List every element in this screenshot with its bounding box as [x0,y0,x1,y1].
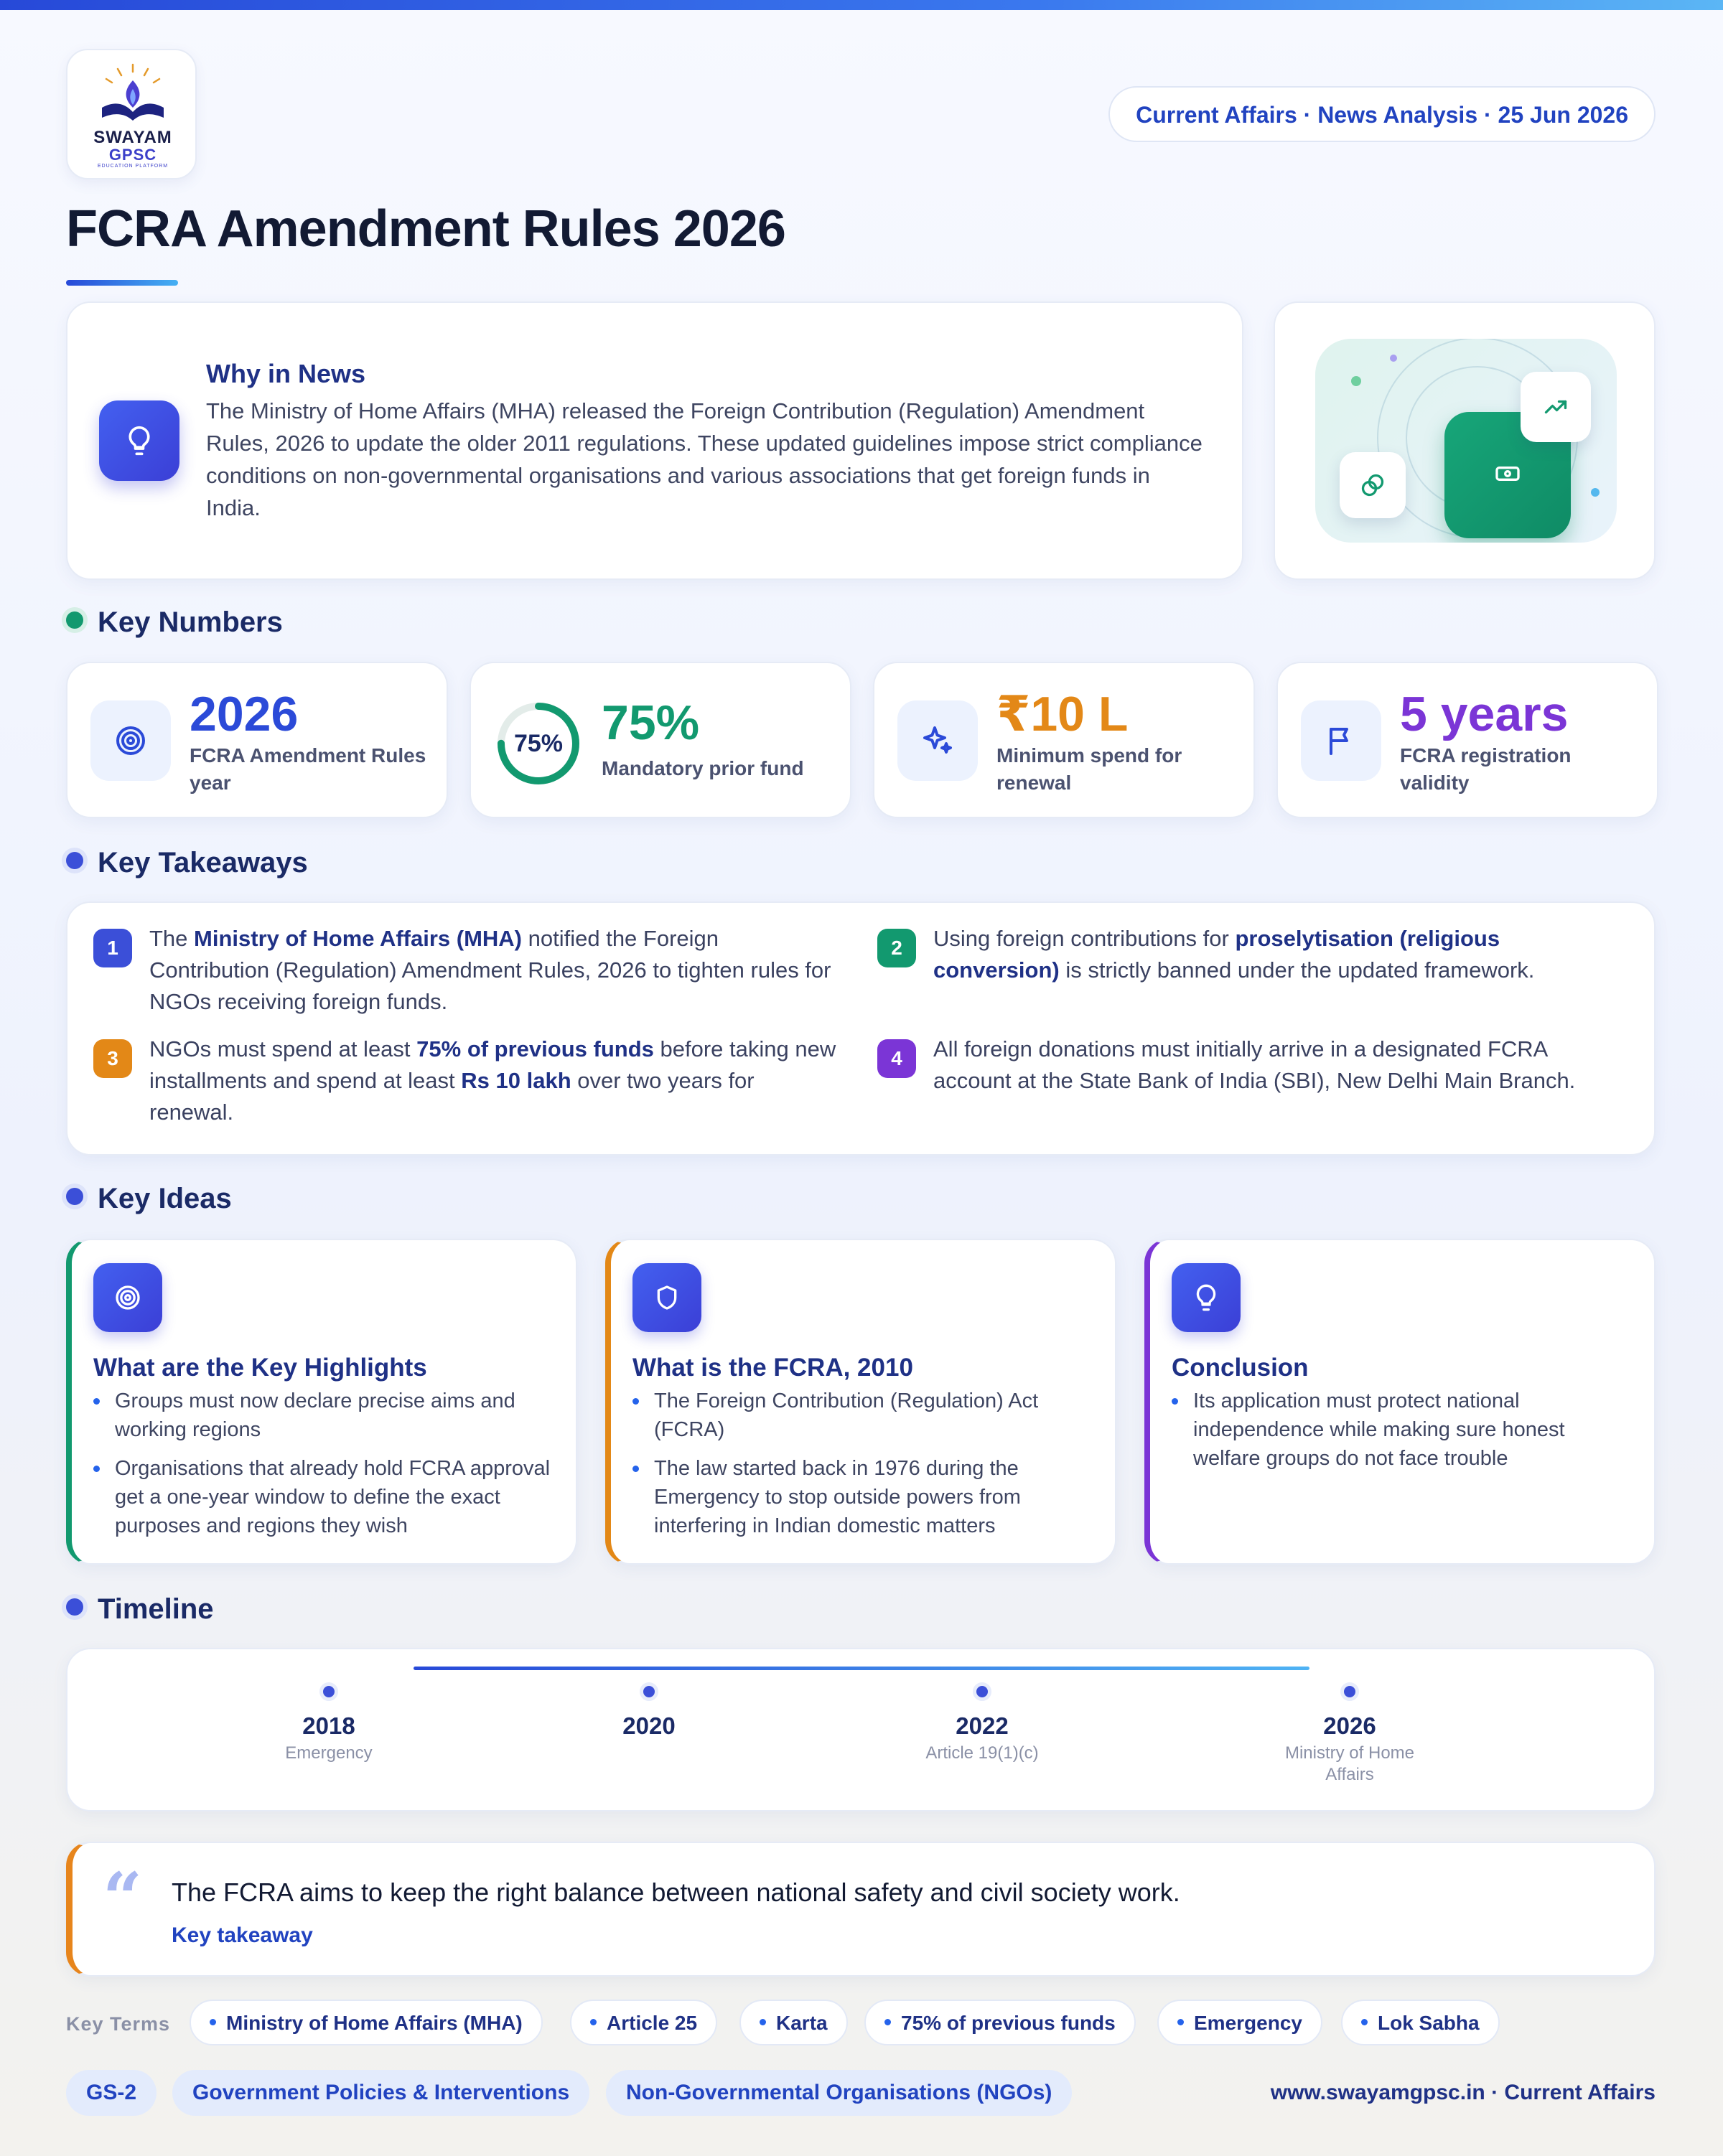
key-term-chip[interactable] [1157,2000,1322,2045]
section-bullet [66,852,83,869]
timeline-point [889,1682,1075,1764]
timeline-track [414,1667,1309,1670]
section-title: Timeline [98,1593,214,1625]
key-terms-label: Key Terms [66,2013,171,2035]
idea-point: Groups must now declare precise aims and working regions [93,1387,553,1444]
idea-points [1172,1387,1631,1483]
takeaway-text: The [149,926,195,951]
why-in-news-card [66,301,1243,580]
takeaway-item [149,1034,839,1128]
stat-value: 75% [602,695,700,750]
illustration-card [1274,301,1656,580]
section-heading-key-ideas [66,1183,232,1215]
shield-icon [632,1263,701,1332]
lightbulb-icon [99,400,179,481]
tag-ngos[interactable]: Non-Governmental Organisations (NGOs) [606,2070,1072,2116]
chip-label: Emergency [1194,2012,1302,2034]
stat-caption: Minimum spend for renewal [996,744,1182,794]
takeaway-highlight: Rs 10 lakh [461,1068,571,1093]
section-bullet [66,611,83,629]
chip-dot [210,2019,216,2025]
chip-dot [760,2019,766,2025]
timeline-label: Emergency [285,1743,373,1763]
stat-caption: FCRA Amendment Rules year [190,744,426,794]
decor-dot [1591,488,1600,497]
chip-label: Karta [776,2012,828,2034]
takeaway-text: All foreign donations must initially arrive in a designated FCRA account at the State Bank of India (SBI), New Delhi Main Branch. [933,1036,1576,1093]
number-badge: 1 [93,929,132,967]
quote-mark-icon: “ [103,1857,143,1939]
takeaway-item [149,923,839,1018]
idea-card [1144,1239,1656,1565]
key-term-chip[interactable] [190,2000,543,2045]
chip-label: Lok Sabha [1378,2012,1480,2034]
top-accent-bar [0,0,1723,10]
takeaway-text: is strictly banned under the updated framework. [1059,957,1535,983]
decor-dot [1351,376,1361,386]
takeaway-highlight: 75% of previous funds [416,1036,654,1061]
target-icon [90,700,171,781]
idea-point: The law started back in 1976 during the Emergency to stop outside powers from interfering in Indian domestic matters [632,1454,1092,1540]
timeline-label: Ministry of Home Affairs [1284,1743,1415,1784]
why-text: The Ministry of Home Affairs (MHA) released the Foreign Contribution (Regulation) Amendment Rules, 2026 to update the older 2011 regulations. These updated guidelines impose strict compliance conditions on non-governmental organisations and various associations that get foreign funds in India. [206,398,1203,520]
chip-dot [590,2019,597,2025]
stat-value: 2026 [190,687,299,741]
logo-tagline: EDUCATION PLATFORM [97,164,169,169]
trending-up-icon [1521,372,1591,442]
stat-value: 5 years [1400,687,1569,741]
coins-icon [1340,452,1406,518]
tag-gs2[interactable]: GS-2 [66,2070,157,2116]
idea-card [605,1239,1116,1565]
stat-caption: FCRA registration validity [1400,744,1572,794]
stat-card [470,662,851,818]
progress-ring-label: 75% [513,730,564,757]
logo-subword: GPSC [108,146,157,164]
takeaway-item [933,1034,1622,1097]
tag-policies[interactable]: Government Policies & Interventions [172,2070,589,2116]
idea-card [66,1239,577,1565]
logo-wordmark: SWAYAM [93,128,172,147]
idea-points [93,1387,553,1550]
section-heading-timeline [66,1593,214,1626]
section-title: Key Numbers [98,606,283,638]
section-bullet [66,1188,83,1205]
section-bullet [66,1598,83,1616]
timeline-dot [319,1682,338,1701]
takeaway-item [933,923,1622,986]
title-underline [66,280,178,286]
page-title: FCRA Amendment Rules 2026 [66,200,785,258]
flag-icon [1301,700,1381,781]
timeline-year: 2026 [1323,1712,1376,1739]
key-term-chip[interactable] [1341,2000,1500,2045]
stat-caption: Mandatory prior fund [602,757,804,779]
chip-label: 75% of previous funds [901,2012,1116,2034]
timeline-year: 2022 [956,1712,1009,1739]
idea-title: Conclusion [1172,1354,1309,1382]
number-badge: 4 [877,1039,916,1078]
stat-card [66,662,448,818]
chip-dot [1361,2019,1368,2025]
footer-link[interactable]: www.swayamgpsc.in · Current Affairs [1270,2081,1656,2104]
stat-value: ₹10 L [996,687,1129,741]
section-heading-key-takeaways [66,847,308,879]
timeline-dot [640,1682,658,1701]
idea-point: The Foreign Contribution (Regulation) Act (FCRA) [632,1387,1092,1444]
timeline-point [556,1682,742,1743]
takeaway-text: Using foreign contributions for [933,926,1236,951]
takeaway-highlight: Ministry of Home Affairs (MHA) [194,926,523,951]
takeaway-text: over two years for renewal. [149,1068,755,1125]
logo-emblem-icon [89,60,177,129]
stat-card [1276,662,1658,818]
timeline-card [66,1648,1656,1811]
idea-title: What is the FCRA, 2010 [632,1354,913,1382]
sparkles-icon [897,700,978,781]
timeline-point [1271,1682,1429,1786]
decor-dot [1390,355,1397,362]
timeline-label: Article 19(1)(c) [925,1743,1039,1763]
takeaway-highlight: proselytisation (religious conversion) [933,926,1500,983]
timeline-dot [1340,1682,1359,1701]
idea-point: Its application must protect national independence while making sure honest welfare groups do not face trouble [1172,1387,1631,1473]
timeline-dot [973,1682,991,1701]
section-title: Key Takeaways [98,847,308,878]
idea-title: What are the Key Highlights [93,1354,427,1382]
quote-label: Key takeaway [172,1923,313,1947]
takeaway-text: NGOs must spend at least [149,1036,417,1061]
timeline-year: 2018 [302,1712,355,1739]
timeline-year: 2020 [622,1712,676,1739]
chip-dot [884,2019,891,2025]
timeline-point [235,1682,422,1764]
number-badge: 3 [93,1039,132,1078]
key-term-chip[interactable] [864,2000,1136,2045]
section-heading-key-numbers [66,606,283,639]
progress-ring [495,700,582,787]
quote-text: The FCRA aims to keep the right balance between national safety and civil society work. [172,1878,1180,1907]
why-heading: Why in News [206,359,366,388]
chip-dot [1177,2019,1184,2025]
brand-logo[interactable] [66,49,197,179]
takeaways-card [66,901,1656,1156]
idea-points [632,1387,1092,1550]
idea-point: Organisations that already hold FCRA approval get a one-year window to define the exact purposes and regions they wish [93,1454,553,1540]
takeaway-text: notified the Foreign Contribution (Regulation) Amendment Rules, 2026 to tighten rules for NGOs receiving foreign funds. [149,926,831,1014]
chip-label: Article 25 [607,2012,698,2034]
number-badge: 2 [877,929,916,967]
takeaway-text: before taking new installments and spend at least [149,1036,836,1093]
key-term-chip[interactable] [739,2000,848,2045]
date-pill: Current Affairs · News Analysis · 25 Jun 2026 [1108,86,1656,142]
key-term-chip[interactable] [570,2000,717,2045]
lightbulb-icon [1172,1263,1241,1332]
section-title: Key Ideas [98,1183,232,1214]
chip-label: Ministry of Home Affairs (MHA) [226,2012,523,2034]
target-icon [93,1263,162,1332]
stat-card [873,662,1255,818]
quote-card [66,1842,1656,1977]
